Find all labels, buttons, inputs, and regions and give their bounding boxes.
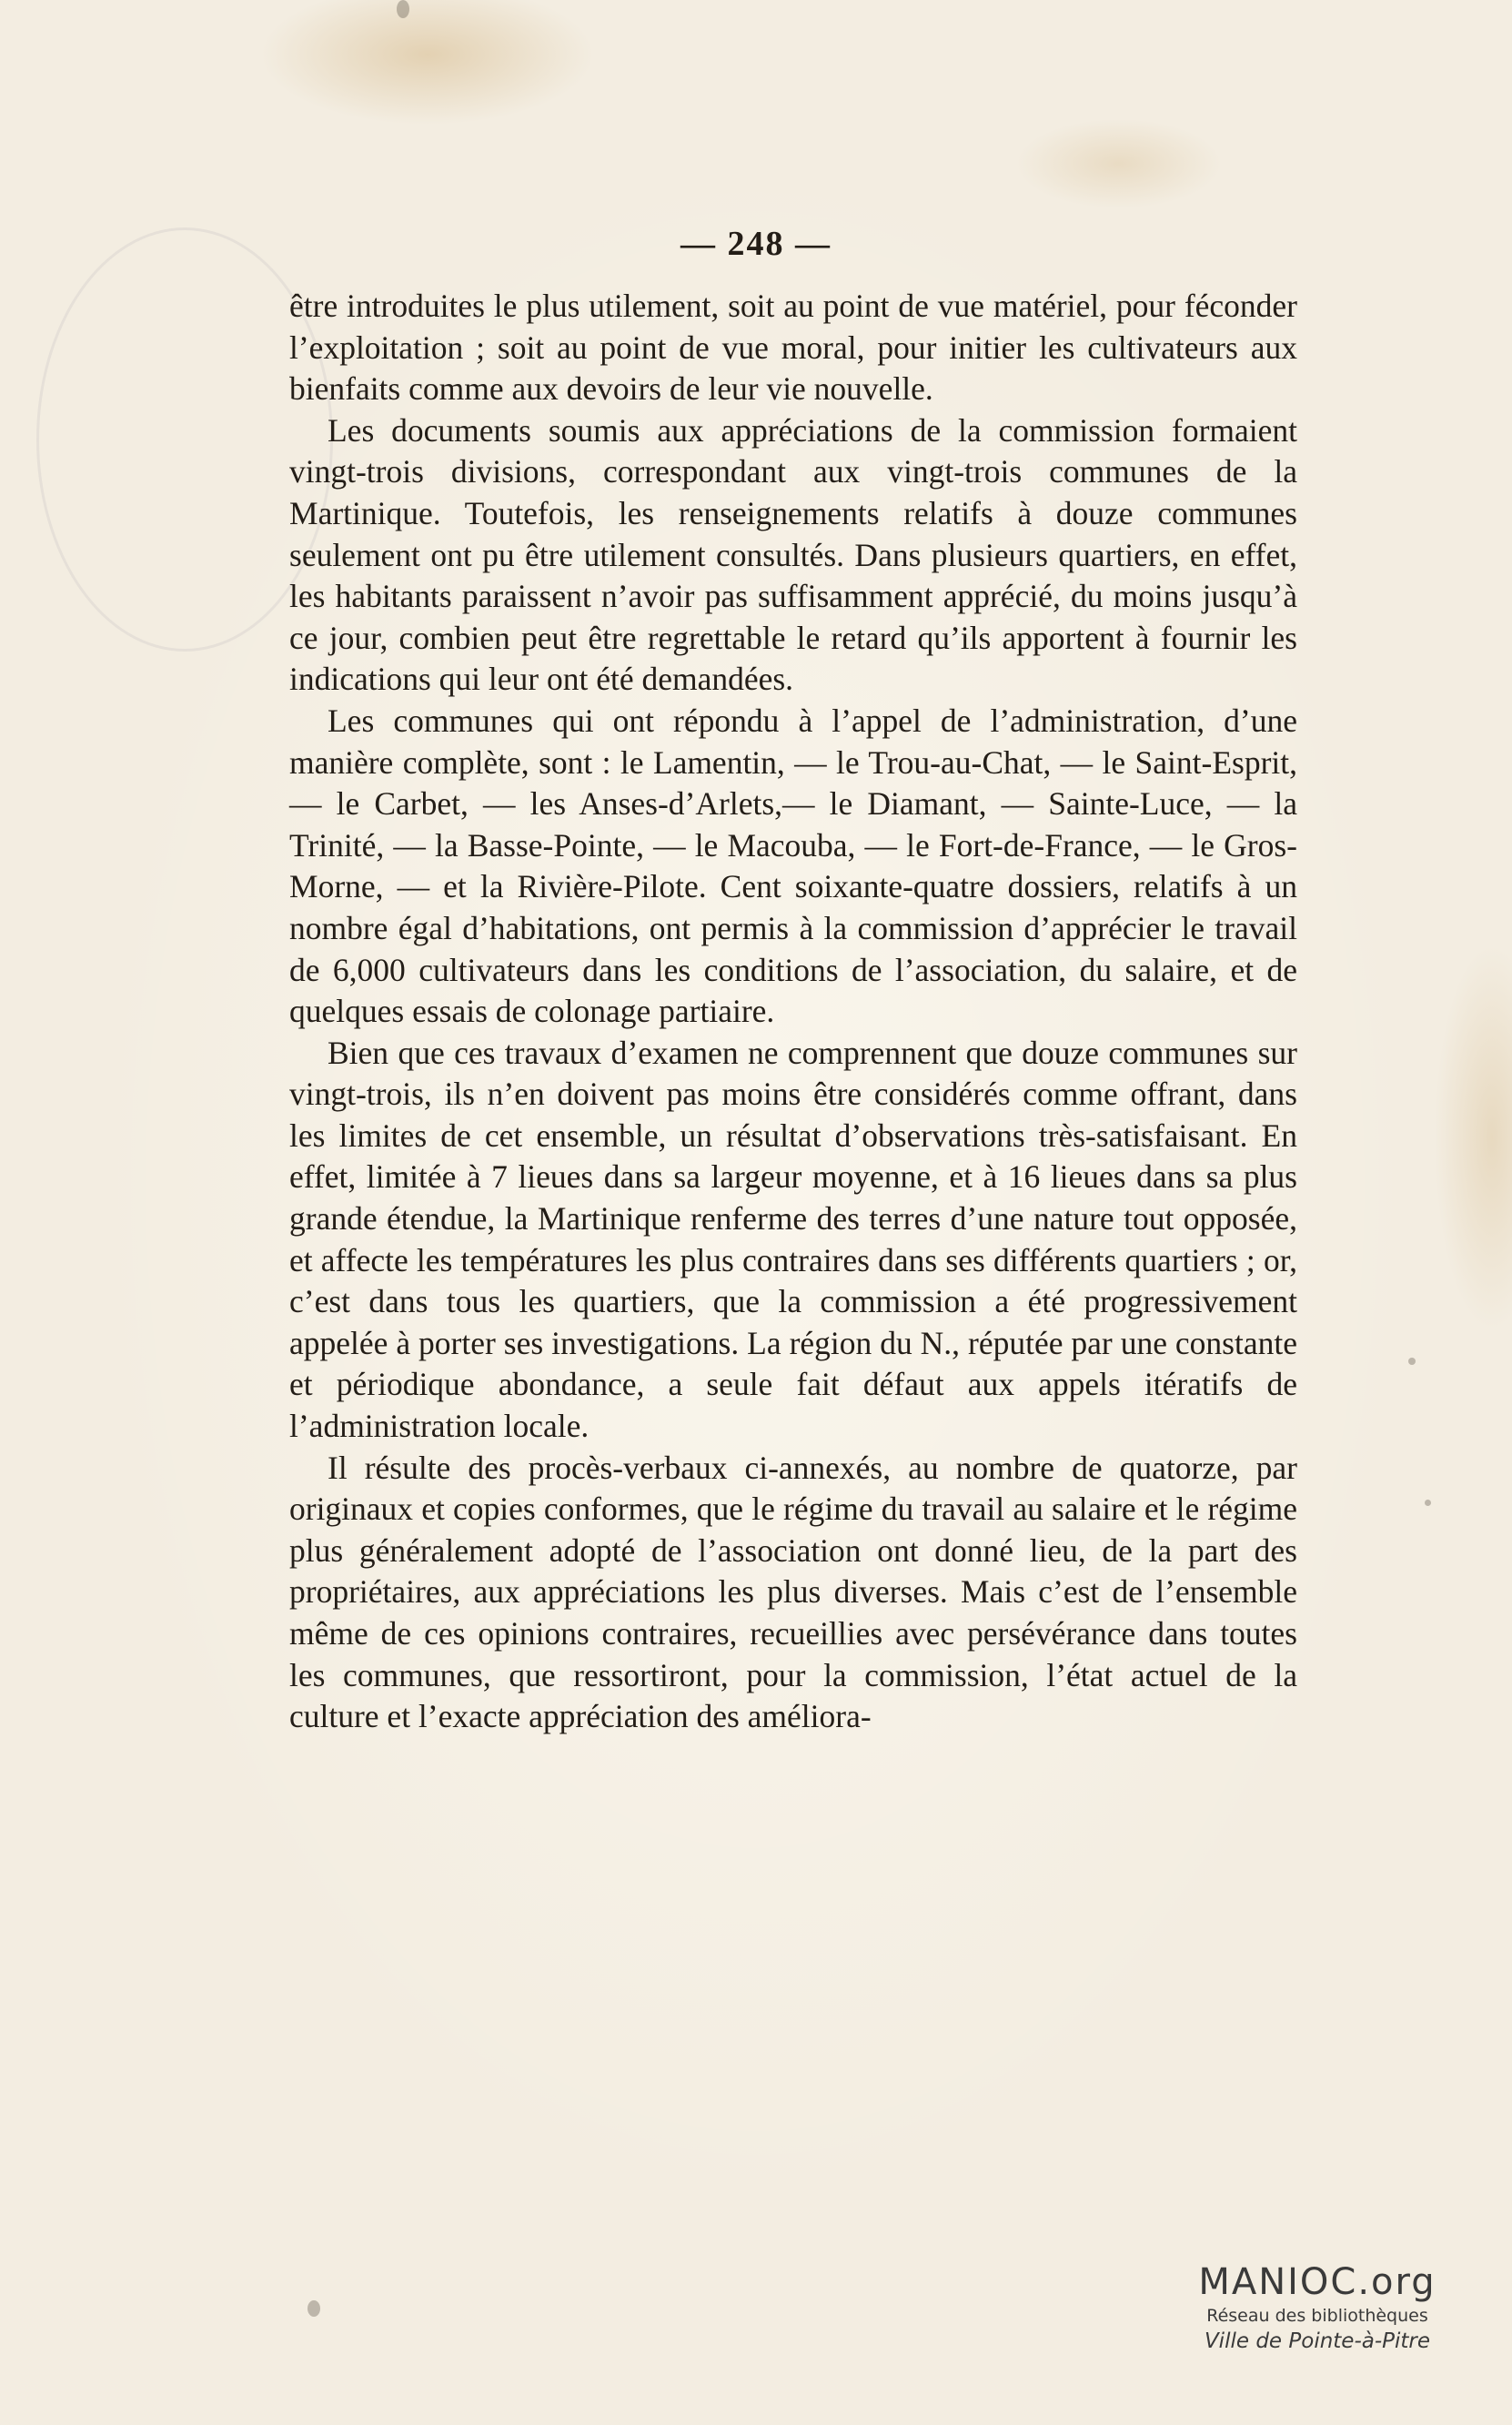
- watermark-network-line: Réseau des bibliothèques: [1206, 2306, 1428, 2326]
- paragraph: Les communes qui ont répondu à l’appel de l’administration, d’une manière complète, sont : le Lamentin, — le Trou-au-Chat, — le Saint-Esprit, — le Carbet, — les Anses-d’Arlets,— le Diamant, — Sainte-Luce, — la Trinité, — la Basse-Pointe, — le Macouba, — le Fort-de-France, — le Gros-Morne, — et la Rivière-Pilote. Cent soixante-quatre dossiers, relatifs à un nombre égal d’habitations, ont permis à la commission d’apprécier le travail de 6,000 cultivateurs dans les conditions de l’association, du salaire, et de quelques essais de colonage partiaire.: [289, 702, 1297, 1030]
- paragraph: Bien que ces travaux d’examen ne comprennent que douze communes sur vingt-trois, ils n’en doivent pas moins être considérés comme offrant, dans les limites de cet ensemble, un résultat d’observations très-satisfaisant. En effet, limitée à 7 lieues dans sa largeur moyenne, et à 16 lieues dans sa plus grande étendue, la Martinique renferme des terres d’une nature tout opposée, et affecte les températures les plus contraires dans ses différents quartiers ; or, c’est dans tous les quartiers, que la commission a été progressivement appelée à porter ses investigations. La région du N., réputée par une constante et périodique abondance, a seule fait défaut aux appels itératifs de l’administration locale.: [289, 1034, 1297, 1445]
- paragraph: Les documents soumis aux appréciations de la commission formaient vingt-trois divisions, correspondant aux vingt-trois communes de la Martinique. Toutefois, les renseignements relatifs à douze communes seulement ont pu être utilement consultés. Dans plusieurs quartiers, en effet, les habitants paraissent n’avoir pas suffisamment apprécié, du moins jusqu’à ce jour, combien peut être regrettable le retard qu’ils apportent à fournir les indications qui leur ont été demandées.: [289, 411, 1297, 698]
- ink-spot: [307, 2300, 320, 2317]
- ink-spot: [397, 0, 409, 18]
- ink-spot: [1425, 1500, 1431, 1506]
- page-number: — 248 —: [680, 225, 832, 263]
- manioc-logo-text: MANIOC.org: [1198, 2261, 1436, 2303]
- paragraph: être introduites le plus utilement, soit au point de vue matériel, pour féconder l’exploitation ; soit au point de vue moral, pour initier les cultivateurs aux bienfaits comme aux devoirs de leur vie nouvelle.: [289, 288, 1297, 408]
- body-text: [289, 286, 1297, 1738]
- watermark-city-line: Ville de Pointe-à-Pitre: [1204, 2329, 1431, 2353]
- manioc-watermark: [1154, 2260, 1481, 2355]
- paragraph: Il résulte des procès-verbaux ci-annexés, au nombre de quatorze, par originaux et copies conformes, que le régime du travail au salaire et le régime plus généralement adopté de l’association ont donné lieu, de la part des propriétaires, aux appréciations les plus diverses. Mais c’est de l’ensemble même de ces opinions contraires, recueillies avec persévérance dans toutes les communes, que ressortiront, pour la commission, l’état actuel de la culture et l’exacte appréciation des améliora-: [289, 1449, 1297, 1735]
- ink-spot: [1408, 1358, 1416, 1365]
